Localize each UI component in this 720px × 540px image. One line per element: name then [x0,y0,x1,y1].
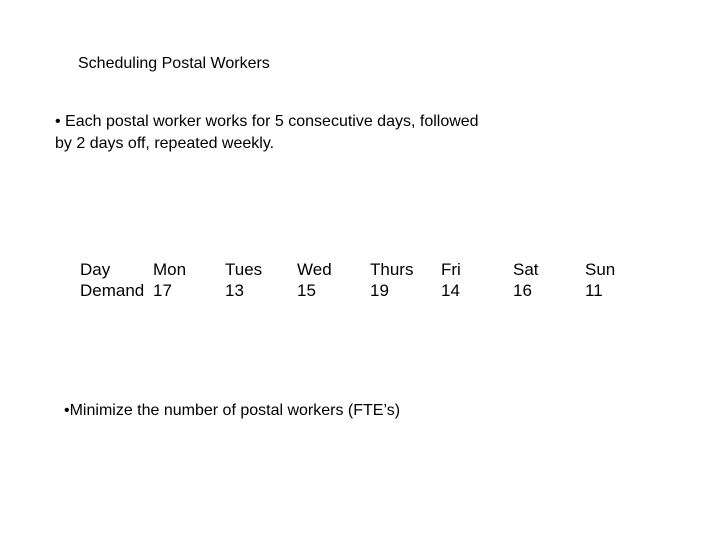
day-demand: 19 [370,281,389,300]
day-column-tues [225,259,262,301]
row-label-demand: Demand [80,281,145,300]
day-demand: 13 [225,281,244,300]
row-labels-column [80,259,144,301]
day-name: Mon [153,260,187,279]
day-name: Fri [441,260,461,279]
day-name: Tues [225,260,263,279]
day-column-thurs [370,259,413,301]
day-column-sat [513,259,539,301]
day-column-wed [297,259,332,301]
day-name: Thurs [370,260,414,279]
bullet-minimize-workers: •Minimize the number of postal workers (FTE’s) [64,402,401,419]
bullet-consecutive-days: • Each postal worker works for 5 consecutive days, followed by 2 days off, repeated weekly. [55,113,479,152]
day-column-mon [153,259,186,301]
day-demand: 11 [585,281,603,300]
day-demand: 14 [441,281,460,300]
slide-title: Scheduling Postal Workers [78,55,270,72]
day-column-fri [441,259,461,301]
day-name: Sat [513,260,539,279]
day-demand: 17 [153,281,172,300]
day-demand: 15 [297,281,316,300]
day-column-sun [585,259,615,301]
day-name: Wed [297,260,332,279]
day-demand: 16 [513,281,532,300]
row-label-day: Day [80,260,111,279]
day-name: Sun [585,260,616,279]
